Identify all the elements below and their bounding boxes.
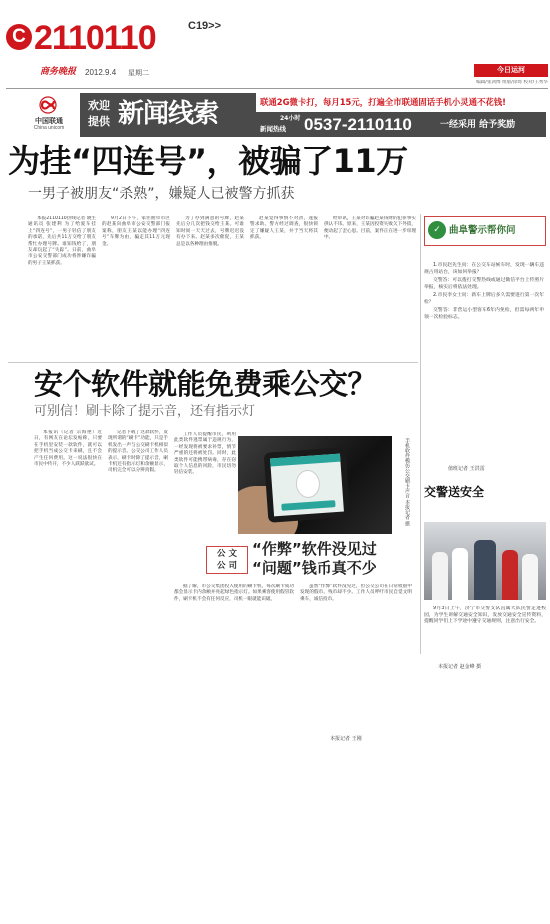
company-label-top: 公 文 xyxy=(217,549,237,559)
app-action-bar xyxy=(281,500,335,511)
story1-column-3 xyxy=(176,216,244,356)
story3-title: 交警送安全 xyxy=(424,485,485,499)
hours-line2: 新闻热线 xyxy=(260,125,286,133)
student-figure xyxy=(432,552,448,600)
story2-column-2 xyxy=(108,430,168,744)
company-label-box xyxy=(206,546,248,574)
students-photo xyxy=(424,522,546,600)
story2-paragraph: 虽然“作弊”软件没见过，但公交公司在日常收银中发现的假币、残币却不少。工作人员呼吁市民自觉文明乘车，诚信投币。 xyxy=(300,584,412,602)
issue-date: 2012.9.4 xyxy=(85,68,117,77)
story-divider xyxy=(8,362,418,363)
story2-paragraph: 工作人员提醒市民，利用此类软件逃票属于违规行为，一经发现将被要求补票，情节严重的还将被处罚。同时，此类软件可能携带病毒，存在窃取个人信息的风险，市民切勿轻信安装。 xyxy=(174,432,236,476)
story1-column-2 xyxy=(102,216,170,356)
officer-figure xyxy=(474,540,496,600)
section-tag: 今日运河 xyxy=(474,64,548,77)
phone-screen xyxy=(270,454,344,517)
qa-item: 2.市民李女士问：新车上牌后多久需要进行第一次年检？ xyxy=(424,293,544,305)
qa-item: 1.市民赵先生问：在公交车站候车时，发现一辆车违规占用站台，该如何举报？ xyxy=(424,263,544,275)
unicom-brand-cn: 中国联通 xyxy=(35,117,63,125)
story1-paragraph: 为了办到满意的号牌，赵某先后分几次把钱交给王某。可谁知时间一天天过去，号牌迟迟没有办下来。赵某多次催促，王某总是以各种理由推脱。 xyxy=(176,216,244,247)
story2-paragraph: 据了解，市公交集团投入使用的刷卡机，每次刷卡成功都会显示卡内余额并亮起绿色指示灯。如果乘客使用假冒软件，刷卡机不会有任何反应，司机一眼就能识破。 xyxy=(174,584,294,602)
unicom-knot-icon xyxy=(38,95,58,115)
qa-editor: 值班记者 王洪雷 xyxy=(448,466,485,472)
page-code: C19>> xyxy=(188,20,222,32)
phone-app-photo xyxy=(238,436,392,534)
unicom-banner xyxy=(8,93,546,137)
story2-column-1 xyxy=(34,430,102,744)
hotline-badge-letter: C xyxy=(12,26,26,47)
story1-paragraph: 本报2110110热线记者 晓生 通讯员 张建利 为了给爱车挂上“四连号”，一男子轻信了朋友的承诺，先后共11万交给了朋友帮忙办理号牌。谁知钱给了，朋友却玩起了“失踪”。日前，曲阜市公安交警部门成功将涉嫌诈骗的男子王某抓获。 xyxy=(28,216,96,266)
hotline-number: 2110110 xyxy=(34,19,156,57)
story3-caption-text: 9月3日上午，济宁市交警支队直属大队民警走进校园，为学生讲解交通安全知识，发放交通安全宣传资料，提醒同学们上下学途中遵守交通规则，注意出行安全。 xyxy=(424,606,546,625)
company-label-bottom: 公 司 xyxy=(217,561,237,571)
app-header-bar xyxy=(270,454,340,467)
app-rabbit-icon xyxy=(295,469,321,499)
story2-byline: 本报记者 王刚 xyxy=(330,736,362,742)
story2-column-5 xyxy=(300,584,412,734)
hours-line1: 24小时 xyxy=(280,115,301,122)
promo-strip xyxy=(256,93,546,111)
welcome-line2: 提供 xyxy=(88,115,110,128)
qa-item: 交警答：非营运小型客车6年内免检，但需每两年申领一次检验标志。 xyxy=(424,308,544,320)
banner-phone: 0537-2110110 xyxy=(304,115,412,134)
qa-box-header xyxy=(424,216,546,246)
qa-item: 交警答：可以拨打交警热线或通过微信平台上传照片举报，核实后将依法处理。 xyxy=(424,278,544,290)
qa-box-title: 曲阜警示帮你问 xyxy=(449,225,516,236)
story1-headline: 为挂“四连号”，被骗了11万 xyxy=(8,142,408,180)
story1-paragraph: 9月2日下午，家住曲阜市区的赵某向曲阜市公安交警部门报案称，朋友王某以能办理“四连号”车牌为由，骗走其11万元现金。 xyxy=(102,216,170,247)
welcome-line1: 欢迎 xyxy=(88,99,110,112)
story2-headline: 安个软件就能免费乘公交？ xyxy=(34,367,377,401)
story2-column-3 xyxy=(174,432,236,530)
student-figure xyxy=(502,550,518,600)
unicom-brand-en: China unicom xyxy=(33,125,65,131)
student-figure xyxy=(522,554,538,600)
hotline-badge xyxy=(6,24,32,50)
story3-byline: 本报记者 赵金峰 摄 xyxy=(438,664,482,670)
editor-credits: 编辑/张鸿博 组版/徐琦 校对/王秀华 xyxy=(476,80,548,85)
story2-paragraph: 本报讯（记者 宗海艳）近日，有网友在论坛发帖称，只要在手机里安装一款软件，就可以把手机当成公交卡来刷，且不会产生任何费用。这一说法很快在市民中传开，不少人跃跃欲试。 xyxy=(34,430,102,468)
story1-subhead: 一男子被朋友“杀熟”，嫌疑人已被警方抓获 xyxy=(28,186,295,202)
pull-quote-1: “作弊”软件没见过 xyxy=(252,540,377,558)
story1-column-4 xyxy=(250,216,318,356)
phone-body xyxy=(264,447,351,523)
student-figure xyxy=(452,548,468,600)
story2-column-4 xyxy=(174,584,294,744)
banner-reward: 一经采用 给予奖励 xyxy=(440,120,516,130)
story1-column-5 xyxy=(324,216,416,356)
story2-subhead: 可别信！刷卡除了提示音，还有指示灯 xyxy=(34,404,256,419)
story2-paragraph: 记者下载了这款软件，发现所谓的“刷卡”功能，只是手机发出一声与公交刷卡机相似的提示音。公交公司工作人员表示，刷卡时除了提示音，刷卡机还有指示灯和余额显示，司机完全可以分辨真假。 xyxy=(108,430,168,474)
news-tip-box xyxy=(80,93,256,137)
pull-quote-2: “问题”钱币真不少 xyxy=(252,559,377,577)
hotline-strip xyxy=(256,112,546,137)
story1-column-1 xyxy=(28,216,96,356)
news-tip-title: 新闻线索 xyxy=(118,99,219,129)
paper-name: 商务晚报 xyxy=(40,67,77,77)
masthead-divider xyxy=(6,88,548,89)
sidebar-divider xyxy=(420,214,421,654)
qa-badge-icon: ✓ xyxy=(428,221,446,239)
story1-paragraph: 赵某觉得事情不对劲，遂报警求助。警方经过调查，很快锁定了嫌疑人王某，并于当天将其抓获。 xyxy=(250,216,318,241)
issue-weekday: 星期二 xyxy=(128,69,149,77)
promo-text: 联通2G微卡打，每月15元，打遍全市联通固话手机小灵通不花钱! xyxy=(260,97,506,107)
photo-caption: 手机软件模仿公交刷卡声音 本报记者 摄 xyxy=(404,438,410,527)
story3-caption xyxy=(424,606,546,662)
story1-paragraph: 经审讯，王某对诈骗赵某钱财的犯罪事实供认不讳。原来，王某因投资失败欠下外债，便动起了歪心思。目前，案件正在进一步审理中。 xyxy=(324,216,416,241)
